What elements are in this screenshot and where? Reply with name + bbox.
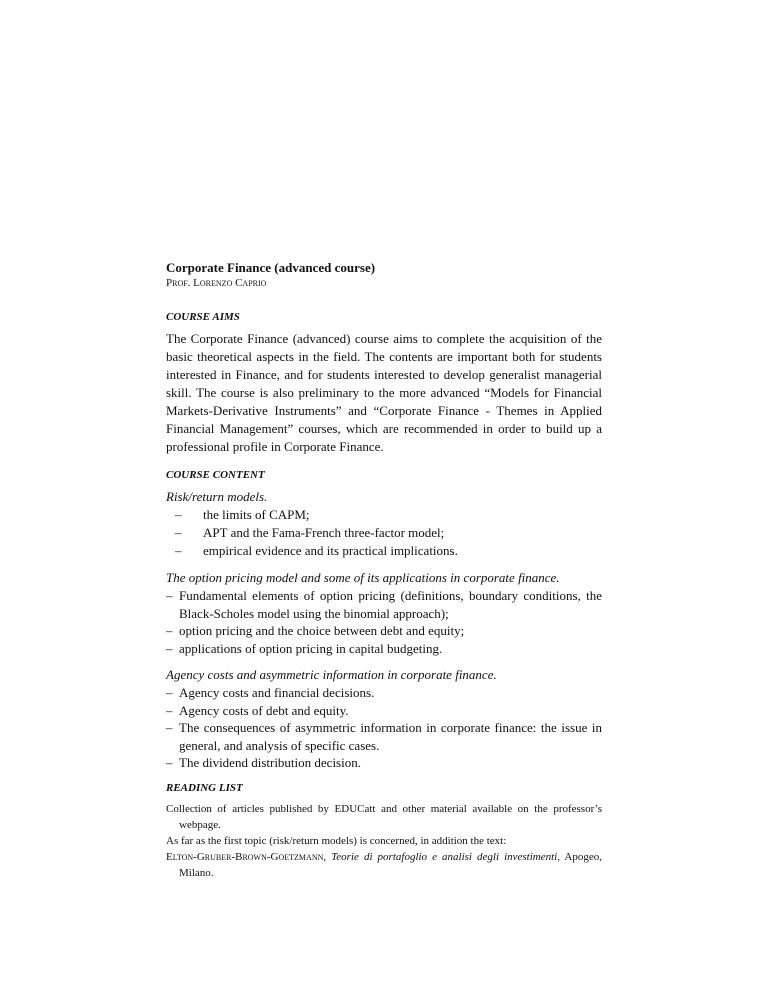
dash-marker: – [166, 588, 173, 603]
list-item-text: APT and the Fama-French three-factor model; [203, 525, 445, 540]
dash-marker: – [166, 623, 173, 638]
dash-marker: – [166, 755, 173, 770]
list-item [166, 640, 602, 658]
dash-marker: – [166, 720, 173, 735]
course-professor: Prof. Lorenzo Caprio [166, 277, 267, 289]
reading-heading: READING LIST [166, 781, 243, 794]
list-item [166, 754, 602, 772]
topic-heading: The option pricing model and some of its applications in corporate finance. [166, 570, 560, 585]
topic-risk-return [166, 488, 602, 560]
list-item-text: The consequences of asymmetric information in corporate finance: the issue in general, and analysis of specific cases. [179, 720, 602, 753]
reading-list [166, 801, 602, 881]
list-item [166, 524, 602, 542]
course-document [166, 260, 602, 881]
aims-heading: COURSE AIMS [166, 311, 240, 323]
list-item-text: empirical evidence and its practical implications. [203, 543, 458, 558]
reading-reference [166, 849, 602, 881]
dash-marker: – [166, 685, 173, 700]
reading-line: As far as the first topic (risk/return models) is concerned, in addition the text: [166, 834, 507, 847]
list-item [166, 587, 602, 622]
course-title: Corporate Finance (advanced course) [166, 260, 376, 275]
topic-heading: Agency costs and asymmetric information in corporate finance. [166, 667, 497, 682]
list-item-text: The dividend distribution decision. [179, 755, 361, 770]
content-heading: COURSE CONTENT [166, 469, 265, 481]
dash-marker: – [175, 507, 182, 522]
list-item-text: applications of option pricing in capital budgeting. [179, 640, 443, 656]
reference-authors: Elton-Gruber-Brown-Goetzmann, [166, 850, 327, 863]
reference-publisher: Apogeo, Milano. [179, 850, 602, 879]
reference-title: Teorie di portafoglio e analisi degli investimenti, [331, 850, 560, 863]
topic-list [166, 587, 602, 657]
dash-marker: – [175, 543, 182, 558]
topic-option-pricing [166, 569, 602, 657]
topic-list [166, 506, 602, 560]
list-item [166, 702, 602, 720]
list-item-text: Agency costs and financial decisions. [179, 685, 375, 700]
reading-line: Collection of articles published by EDUCatt and other material available on the professor’s webpage. [166, 802, 602, 831]
list-item [166, 719, 602, 754]
list-item-text: Fundamental elements of option pricing (definitions, boundary conditions, the Black-Scholes model using the binomial approach); [179, 588, 602, 621]
list-item [166, 542, 602, 560]
list-item [166, 506, 602, 524]
dash-marker: – [166, 640, 173, 656]
topic-agency-costs [166, 666, 602, 772]
topic-list [166, 684, 602, 772]
dash-marker: – [166, 702, 173, 718]
dash-marker: – [175, 525, 182, 540]
list-item-text: the limits of CAPM; [203, 507, 310, 522]
list-item-text: Agency costs of debt and equity. [179, 702, 349, 718]
topic-heading: Risk/return models. [166, 489, 268, 504]
list-item [166, 684, 602, 702]
list-item-text: option pricing and the choice between debt and equity; [179, 623, 465, 638]
list-item [166, 622, 602, 640]
aims-paragraph: The Corporate Finance (advanced) course aims to complete the acquisition of the basic theoretical aspects in the field. The contents are important both for students interested in Finance, and for students interested to develop generalist managerial skill. The course is also preliminary to the more advanced “Models for Financial Markets-Derivative Instruments” and “Corporate Finance - Themes in Applied Financial Management” courses, which are recommended in order to build up a professional profile in Corporate Finance. [166, 331, 602, 454]
